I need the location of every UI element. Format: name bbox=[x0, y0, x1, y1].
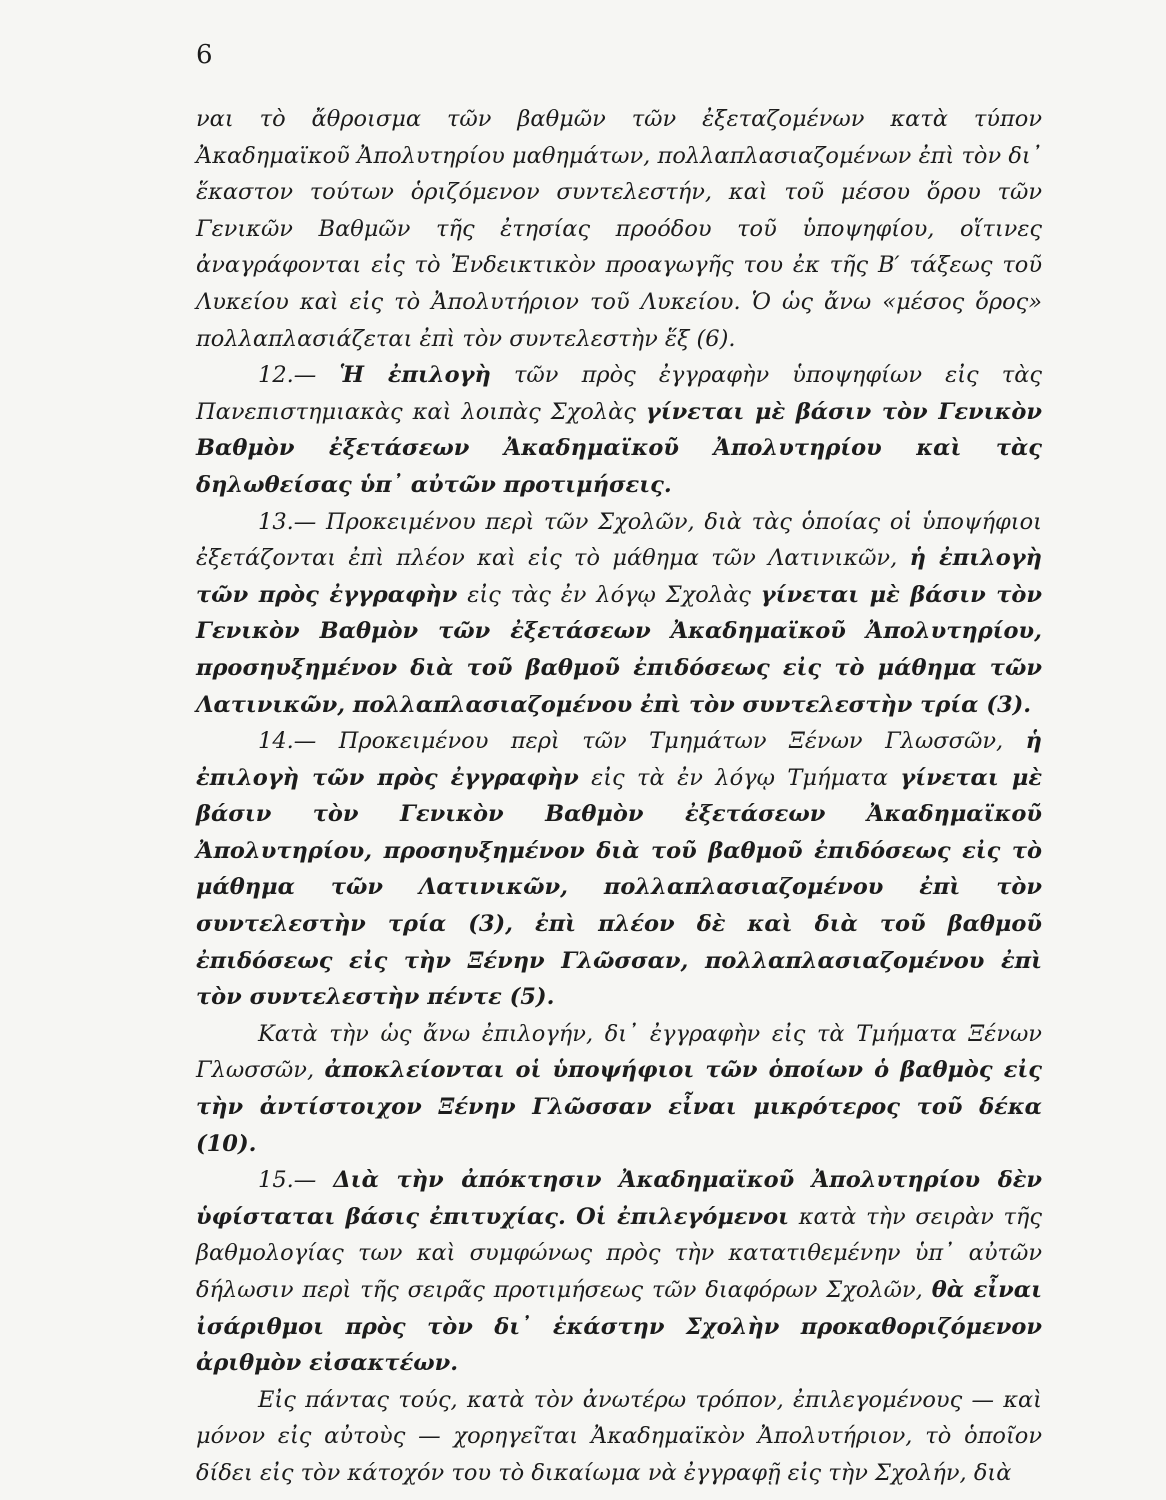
bold-run: γίνεται μὲ βάσιν τὸν Γενικὸν Βαθμὸν ἐξετάσεων Ἀκαδημαϊκοῦ Ἀπολυτηρίου, προσηυξημένον διὰ τοῦ βαθμοῦ ἐπιδόσεως εἰς τὸ μάθημα τῶν Λατινικῶν, πολλαπλασιαζομένου ἐπὶ τὸν συντελεστὴν τρία (3), ἐπὶ πλέον δὲ καὶ διὰ τοῦ βαθμοῦ ἐπιδόσεως εἰς τὴν Ξένην Γλῶσσαν, πολλαπλασιαζομένου ἐπὶ τὸν συντελεστὴν πέντε (5). bbox=[196, 764, 1042, 1011]
text-run: ναι τὸ ἄθροισμα τῶν βαθμῶν τῶν ἐξεταζομένων κατὰ τύπον Ἀκαδημαϊκοῦ Ἀπολυτηρίου μαθημάτων, πολλαπλασιαζομένων ἐπὶ τὸν δι᾿ ἕκαστον τούτων ὁριζόμενον συντελεστήν, καὶ τοῦ μέσου ὅρου τῶν Γενικῶν Βαθμῶν τῆς ἐτησίας προόδου τοῦ ὑποψηφίου, οἵτινες ἀναγράφονται εἰς τὸ Ἐνδεικτικὸν προαγωγῆς του ἐκ τῆς Β′ τάξεως τοῦ Λυκείου καὶ εἰς τὸ Ἀπολυτήριον τοῦ Λυκείου. Ὁ ὡς ἄνω «μέσος ὅρος» πολλαπλασιάζεται ἐπὶ τὸν συντελεστὴν ἕξ (6). bbox=[196, 106, 1042, 352]
text-run: κατὰ τὴν σειρὰν τῆς βαθμολογίας των καὶ συμφώνως πρὸς τὴν κατατιθεμένην ὑπ᾿ αὐτῶν δήλωσιν περὶ τῆς σειρᾶς προτιμήσεως τῶν διαφόρων Σχολῶν, bbox=[196, 1203, 1042, 1303]
page-number: 6 bbox=[196, 40, 213, 70]
text-run: Εἰς πάντας τούς, κατὰ τὸν ἀνωτέρω τρόπον, ἐπιλεγομένους — καὶ μόνον εἰς αὐτοὺς — χορηγεῖται Ἀκαδημαϊκὸν Ἀπολυτήριον, τὸ ὁποῖον δίδει εἰς τὸν κάτοχόν του τὸ δικαίωμα νὰ ἐγγραφῇ εἰς τὴν Σχολήν, διὰ bbox=[196, 1386, 1042, 1486]
bold-run: γίνεται μὲ βάσιν τὸν Γενικὸν Βαθμὸν ἐξετάσεων Ἀκαδημαϊκοῦ Ἀπολυτηρίου καὶ τὰς δηλωθείσας ὑπ᾿ αὐτῶν προτιμήσεις. bbox=[196, 398, 1043, 498]
text-run: 12.— bbox=[258, 362, 340, 389]
paragraph-14 bbox=[196, 723, 1042, 1016]
paragraph-15 bbox=[196, 1162, 1042, 1382]
bold-run: γίνεται μὲ βάσιν τὸν Γενικὸν Βαθμὸν τῶν ἐξετάσεων Ἀκαδημαϊκοῦ Ἀπολυτηρίου, προσηυξημένον διὰ τοῦ βαθμοῦ ἐπιδόσεως εἰς τὸ μάθημα τῶν Λατινικῶν, πολλαπλασιαζομένου ἐπὶ τὸν συντελεστὴν τρία (3). bbox=[196, 581, 1042, 718]
text-run: 13.— Προκειμένου περὶ τῶν Σχολῶν, διὰ τὰς ὁποίας οἱ ὑποψήφιοι ἐξετάζονται ἐπὶ πλέον καὶ εἰς τὸ μάθημα τῶν Λατινικῶν, bbox=[196, 508, 1042, 572]
text-run: 15.— bbox=[258, 1167, 334, 1194]
text-run: τῶν πρὸς ἐγγραφὴν ὑποψηφίων εἰς τὰς Πανεπιστημιακὰς καὶ λοιπὰς Σχολὰς bbox=[196, 362, 1042, 425]
bold-run: ἀποκλείονται οἱ ὑποψήφιοι τῶν ὁποίων ὁ βαθμὸς εἰς τὴν ἀντίστοιχον Ξένην Γλῶσσαν εἶναι μικρότερος τοῦ δέκα (10). bbox=[196, 1057, 1042, 1157]
bold-run: Ἡ ἐπιλογὴ bbox=[339, 362, 491, 389]
document-body bbox=[196, 101, 1042, 1492]
text-run: Κατὰ τὴν ὡς ἄνω ἐπιλογήν, δι᾿ ἐγγραφὴν εἰς τὰ Τμήματα Ξένων Γλωσσῶν, bbox=[196, 1020, 1042, 1084]
text-run: εἰς τὰς ἐν λόγῳ Σχολὰς bbox=[457, 581, 761, 608]
paragraph-kata bbox=[196, 1016, 1042, 1162]
paragraph-12 bbox=[196, 357, 1042, 503]
paragraph-13 bbox=[196, 504, 1042, 724]
paragraph-final bbox=[196, 1382, 1042, 1492]
bold-run: ἡ ἐπιλογὴ τῶν πρὸς ἐγγραφὴν bbox=[196, 728, 1042, 791]
bold-run: θὰ εἶναι ἰσάριθμοι πρὸς τὸν δι᾿ ἑκάστην Σχολὴν προκαθοριζόμενον ἀριθμὸν εἰσακτέων. bbox=[196, 1277, 1042, 1377]
bold-run: ἡ ἐπιλογὴ τῶν πρὸς ἐγγραφὴν bbox=[196, 545, 1042, 608]
bold-run: Διὰ τὴν ἀπόκτησιν Ἀκαδημαϊκοῦ Ἀπολυτηρίου δὲν ὑφίσταται βάσις ἐπιτυχίας. Οἱ ἐπιλεγόμενοι bbox=[196, 1167, 1043, 1230]
text-run: εἰς τὰ ἐν λόγῳ Τμήματα bbox=[578, 764, 901, 791]
text-run: 14.— Προκειμένου περὶ τῶν Τμημάτων Ξένων Γλωσσῶν, bbox=[258, 728, 1026, 755]
paragraph-continuation bbox=[196, 101, 1042, 357]
